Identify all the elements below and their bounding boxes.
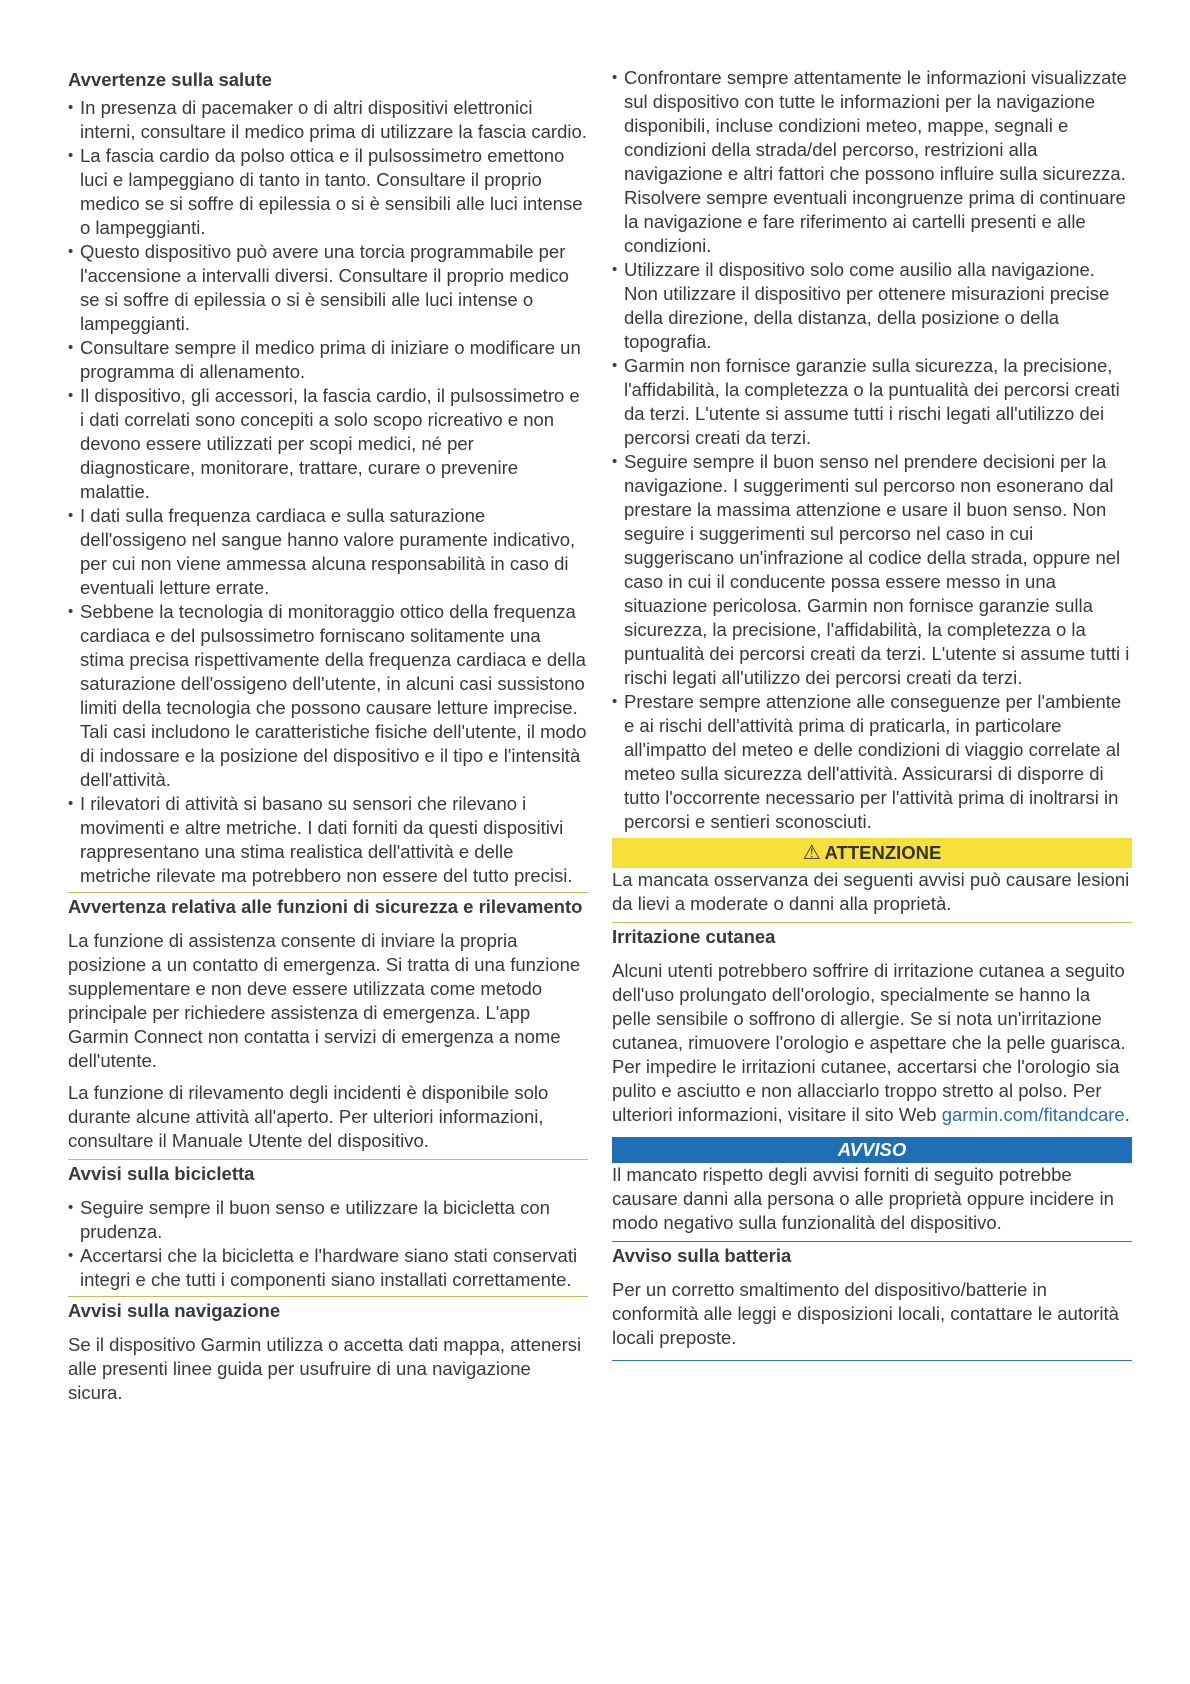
caution-text: La mancata osservanza dei seguenti avvisi può causare lesioni da lievi a moderate o danni alla proprietà. (612, 869, 1130, 914)
list-item: • I rilevatori di attività si basano su sensori che rilevano i movimenti e altre metriche. I dati forniti da questi dispositivi rappresentano una stima realistica dell'attività e delle metriche rilevate ma potrebbero non essere del tutto precisi. (68, 792, 588, 888)
caution-banner (612, 838, 1132, 868)
list-item: • Seguire sempre il buon senso nel prendere decisioni per la navigazione. I suggerimenti sul percorso non esonerano dal prestare la massima attenzione e usare il buon senso. Non seguire i suggerimenti sul percorso nel caso in cui suggeriscano un'infrazione al codice della strada, oppure nel caso in cui il conducente possa essere messo in una situazione pericolosa. Garmin non fornisce garanzie sulla sicurezza, la precisione, l'affidabilità, la completezza o la puntualità dei percorsi creati da terzi. L'utente si assume tutti i rischi legati all'utilizzo dei percorsi creati da terzi. (612, 450, 1132, 690)
safety-tracking-heading: Avvertenza relativa alle funzioni di sicurezza e rilevamento (68, 896, 583, 917)
safety-paragraph: La funzione di assistenza consente di inviare la propria posizione a un contatto di emergenza. Si tratta di una funzione supplementare e non deve essere utilizzata come metodo principale per richiedere assistenza di emergenza. L'app Garmin Connect non contatta i servizi di emergenza a nome dell'utente. (68, 930, 581, 1071)
right-column (612, 66, 1132, 1361)
notice-banner (612, 1137, 1132, 1163)
health-warnings-heading: Avvertenze sulla salute (68, 69, 272, 90)
warning-triangle-icon: ⚠ (802, 842, 821, 864)
fitandcare-link[interactable]: garmin.com/fitandcare (941, 1104, 1125, 1125)
battery-text: Per un corretto smaltimento del dispositivo/batterie in conformità alle leggi e disposizioni locali, contattare le autorità locali preposte. (612, 1279, 1119, 1348)
navigation-warnings-heading: Avvisi sulla navigazione (68, 1300, 281, 1321)
skin-irritation-end: . (1124, 1104, 1130, 1125)
skin-irritation-section (612, 923, 1132, 1127)
skin-irritation-body: Alcuni utenti potrebbero soffrire di irritazione cutanea a seguito dell'uso prolungato dell'orologio, specialmente se hanno la pelle sensibile o soffrono di allergie. Se si nota un'irritazione cutanea, rimuovere l'orologio e aspettare che la pelle guarisca. Per impedire le irritazioni cutanee, accertarsi che l'orologio sia pulito e asciutto e non allacciarlo troppo stretto al polso. Per ulteriori informazioni, visitare il sito Web (612, 960, 1126, 1125)
list-item: • Confrontare sempre attentamente le informazioni visualizzate sul dispositivo con tutte le informazioni per la navigazione disponibili, incluse condizioni meteo, mappe, segnali e condizioni della strada/del percorso, restrizioni alla navigazione e altri fattori che possono influire sulla sicurezza. Risolvere sempre eventuali incongruenze prima di continuare la navigazione e fare riferimento ai cartelli presenti e alle condizioni. (612, 66, 1132, 258)
safety-tracking-section (68, 893, 588, 1153)
navigation-warnings-section (68, 1297, 588, 1405)
notice-text: Il mancato rispetto degli avvisi forniti di seguito potrebbe causare danni alla persona o alle proprietà oppure incidere in modo negativo sulla funzionalità del dispositivo. (612, 1164, 1114, 1233)
caution-label: ATTENZIONE (824, 842, 942, 863)
bike-warnings-heading: Avvisi sulla bicicletta (68, 1163, 255, 1184)
list-item: • La fascia cardio da polso ottica e il pulsossimetro emettono luci e lampeggiano di tanto in tanto. Consultare il proprio medico se si soffre di epilessia o si è sensibili alle luci intense o lampeggianti. (68, 144, 588, 240)
list-item: • Il dispositivo, gli accessori, la fascia cardio, il pulsossimetro e i dati correlati sono concepiti a solo scopo ricreativo e non devono essere utilizzati per scopi medici, né per diagnosticare, monitorare, trattare, curare o prevenire malattie. (68, 384, 588, 504)
notice-label: AVVISO (837, 1139, 907, 1160)
bike-warnings-list (68, 1196, 588, 1292)
list-item: • Prestare sempre attenzione alle conseguenze per l'ambiente e ai rischi dell'attività prima di praticarla, in particolare all'impatto del meteo e delle condizioni di viaggio correlate al meteo sulla sicurezza dell'attività. Assicurarsi di disporre di tutto l'occorrente necessario per l'attività prima di inoltrarsi in percorsi e sentieri sconosciuti. (612, 690, 1132, 834)
list-item: • Seguire sempre il buon senso e utilizzare la bicicletta con prudenza. (68, 1196, 588, 1244)
skin-irritation-heading: Irritazione cutanea (612, 926, 776, 947)
left-column (68, 66, 588, 1405)
list-item: • Accertarsi che la bicicletta e l'hardware siano stati conservati integri e che tutti i componenti siano installati correttamente. (68, 1244, 588, 1292)
list-item: • Utilizzare il dispositivo solo come ausilio alla navigazione. Non utilizzare il dispositivo per ottenere misurazioni precise della direzione, della distanza, della posizione o della topografia. (612, 258, 1132, 354)
list-item: • Sebbene la tecnologia di monitoraggio ottico della frequenza cardiaca e del pulsossimetro forniscano solitamente una stima precisa rispettivamente della frequenza cardiaca e della saturazione dell'ossigeno dell'utente, in alcuni casi sussistono limiti della tecnologia che possono causare letture imprecise. Tali casi includono le caratteristiche fisiche dell'utente, il modo di indossare e la posizione del dispositivo e il tipo e l'intensità dell'attività. (68, 600, 588, 792)
skin-irritation-text (612, 959, 1132, 1127)
list-item: • In presenza di pacemaker o di altri dispositivi elettronici interni, consultare il medico prima di utilizzare la fascia cardio. (68, 96, 588, 144)
safety-paragraph: La funzione di rilevamento degli incidenti è disponibile solo durante alcune attività all'aperto. Per ulteriori informazioni, consultare il Manuale Utente del dispositivo. (68, 1082, 549, 1151)
list-item: • Consultare sempre il medico prima di iniziare o modificare un programma di allenamento. (68, 336, 588, 384)
section-divider (612, 1360, 1132, 1361)
list-item: • Garmin non fornisce garanzie sulla sicurezza, la precisione, l'affidabilità, la completezza o la puntualità dei percorsi creati da terzi. L'utente si assume tutti i rischi legati all'utilizzo dei percorsi creati da terzi. (612, 354, 1132, 450)
health-warnings-list (68, 96, 588, 888)
list-item: • Questo dispositivo può avere una torcia programmabile per l'accensione a intervalli diversi. Consultare il proprio medico se si soffre di epilessia o si è sensibili alle luci intense o lampeggianti. (68, 240, 588, 336)
navigation-intro: Se il dispositivo Garmin utilizza o accetta dati mappa, attenersi alle presenti linee guida per usufruire di una navigazione sicura. (68, 1334, 582, 1403)
list-item: • I dati sulla frequenza cardiaca e sulla saturazione dell'ossigeno nel sangue hanno valore puramente indicativo, per cui non viene ammessa alcuna responsabilità in caso di eventuali letture errate. (68, 504, 588, 600)
battery-heading: Avviso sulla batteria (612, 1245, 792, 1266)
navigation-warnings-list (612, 66, 1132, 834)
battery-section (612, 1242, 1132, 1350)
health-warnings-section (68, 66, 588, 888)
bike-warnings-section (68, 1160, 588, 1292)
